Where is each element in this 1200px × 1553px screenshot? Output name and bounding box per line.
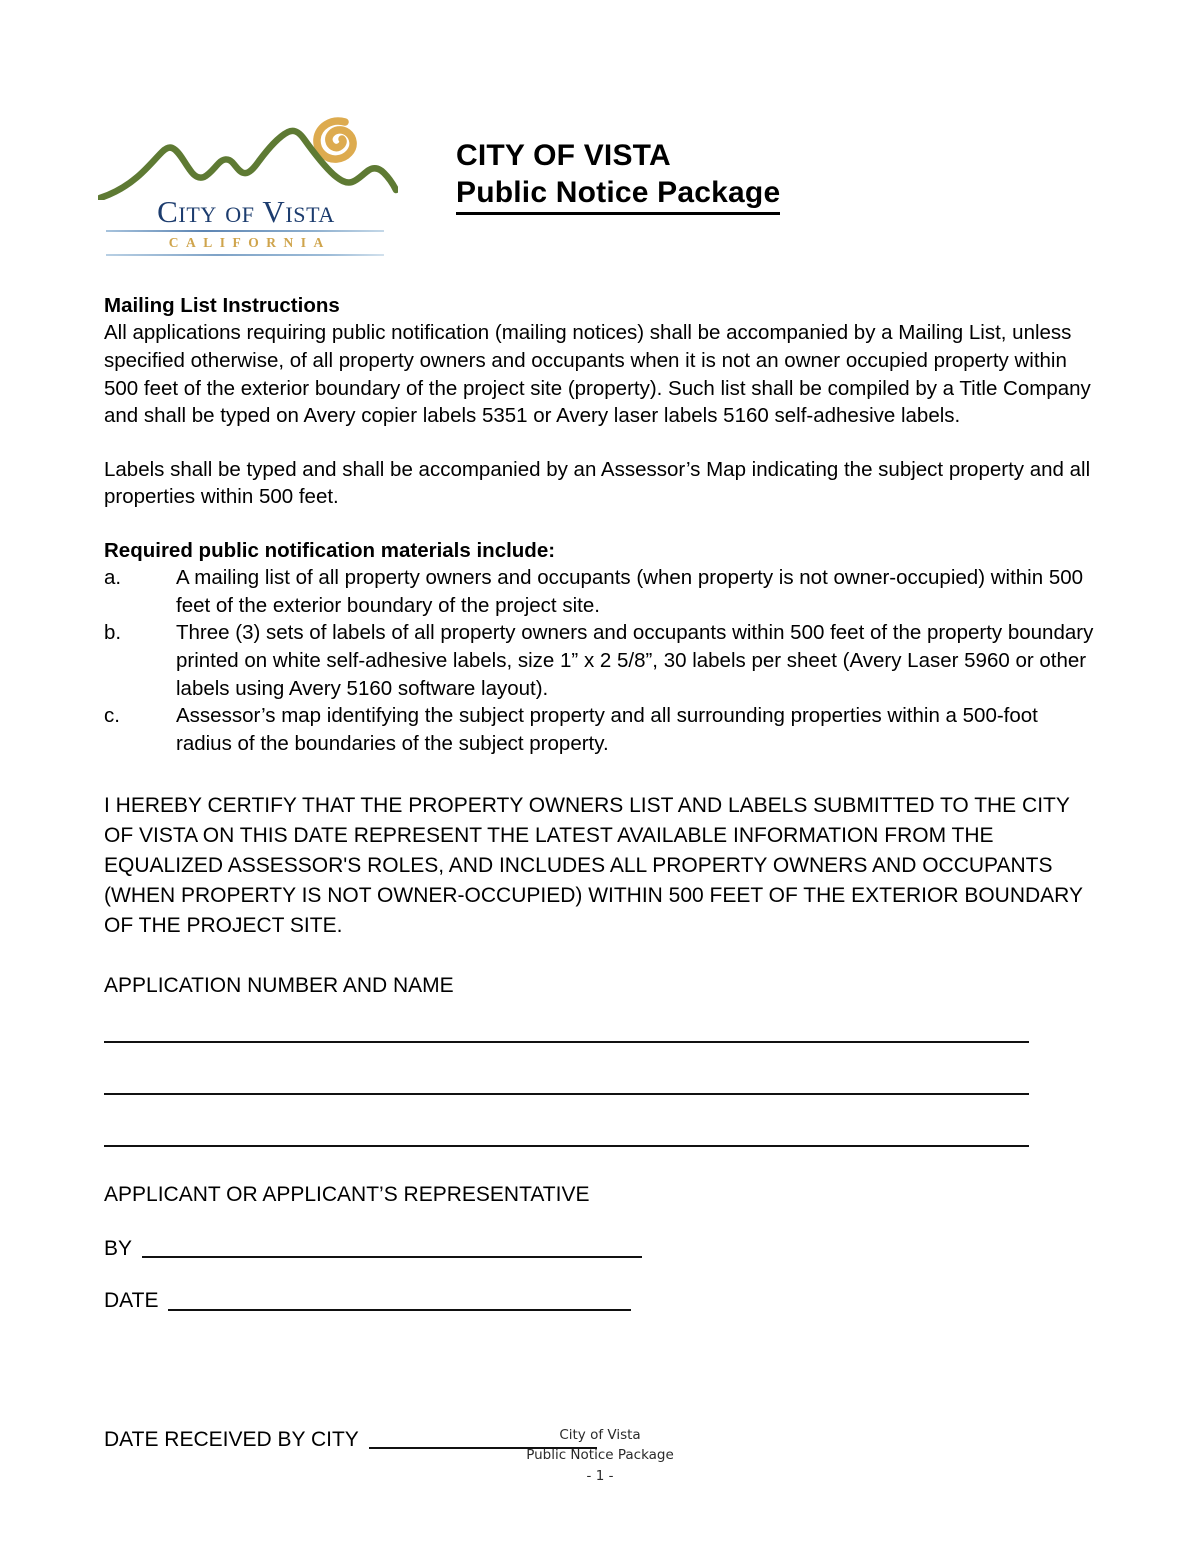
list-item — [104, 564, 1096, 619]
city-of-vista-logo — [98, 108, 398, 256]
list-item-marker: a. — [104, 566, 122, 590]
spacer — [104, 1043, 1096, 1093]
mailing-list-instructions-heading: Mailing List Instructions — [104, 294, 340, 317]
page-title-line-2: Public Notice Package — [456, 175, 780, 216]
date-received-by-city-label: DATE RECEIVED BY CITY — [104, 1427, 359, 1451]
spacer — [104, 1147, 1096, 1181]
logo-wordmark-text: City of Vista — [157, 194, 335, 229]
mailing-list-instructions-paragraph: All applications requiring public notification (mailing notices) shall be accompanied by a Mailing List, unless specified otherwise, of all property owners and occupants when it is not an owner occupied property within 500 feet of the exterior boundary of the project site (property). Such list shall be compiled by a Title Company and shall be typed on Avery copier labels 5351 or Avery laser labels 5160 self-adhesive labels. — [104, 321, 1091, 428]
footer-line-2: Public Notice Package — [526, 1447, 674, 1464]
list-item-marker: b. — [104, 621, 122, 645]
labels-paragraph: Labels shall be typed and shall be accompanied by an Assessor’s Map indicating the subject property and all properties within 500 feet. — [104, 457, 1091, 509]
spacer — [104, 430, 1096, 456]
by-label: BY — [104, 1237, 133, 1260]
document-body — [104, 292, 1096, 1454]
page-footer — [0, 1425, 1200, 1486]
footer-line-1: City of Vista — [559, 1427, 641, 1443]
page-title-line-1: CITY OF VISTA — [456, 139, 671, 172]
spacer — [104, 1263, 1096, 1287]
logo-mountains-and-sun-icon — [98, 108, 398, 200]
page-title — [456, 138, 976, 215]
list-item-text: A mailing list of all property owners and occupants (when property is not owner-occupied) within 500 feet of the exterior boundary of the project site. — [176, 566, 1084, 617]
application-number-and-name-label: APPLICATION NUMBER AND NAME — [104, 974, 454, 998]
required-materials-list — [104, 564, 1096, 757]
list-item-marker: c. — [104, 704, 120, 728]
footer-page-number: - 1 - — [586, 1467, 614, 1484]
sun-spiral-icon — [317, 121, 353, 159]
document-header — [0, 0, 1200, 270]
logo-rule-top — [106, 230, 384, 232]
spacer — [104, 940, 1096, 972]
spacer — [104, 1001, 1096, 1041]
spacer — [104, 1095, 1096, 1145]
applicant-representative-label: APPLICANT OR APPLICANT’S REPRESENTATIVE — [104, 1182, 590, 1206]
spacer — [104, 511, 1096, 537]
logo-rule-bottom — [106, 254, 384, 256]
logo-state-text: CALIFORNIA — [168, 235, 331, 250]
date-input-line[interactable] — [168, 1309, 631, 1311]
spacer — [104, 1316, 1096, 1426]
date-field-row — [104, 1287, 1096, 1315]
by-input-line[interactable] — [142, 1256, 642, 1258]
list-item-text: Three (3) sets of labels of all property owners and occupants within 500 feet of the property boundary printed on white self-adhesive labels, size 1” x 2 5/8”, 30 labels per sheet (Avery Laser 5960 or other labels using Avery 5160 software layout). — [176, 621, 1094, 700]
list-item — [104, 702, 1096, 757]
required-materials-heading: Required public notification materials include: — [104, 538, 556, 562]
spacer — [104, 757, 1096, 791]
date-label: DATE — [104, 1289, 159, 1313]
certification-statement: I HEREBY CERTIFY THAT THE PROPERTY OWNERS LIST AND LABELS SUBMITTED TO THE CITY OF VISTA ON THIS DATE REPRESENT THE LATEST AVAILABLE INFORMATION FROM THE EQUALIZED ASSESSOR'S ROLES, AND INCLUDES ALL PROPERTY OWNERS AND OCCUPANTS (WHEN PROPERTY IS NOT OWNER-OCCUPIED) WITHIN 500 FEET OF THE EXTERIOR BOUNDARY OF THE PROJECT SITE. — [104, 794, 1083, 937]
list-item — [104, 619, 1096, 702]
spacer — [104, 1209, 1096, 1235]
by-field-row — [104, 1235, 1096, 1263]
list-item-text: Assessor’s map identifying the subject property and all surrounding properties within a 500-foot radius of the boundaries of the subject property. — [176, 704, 1038, 755]
